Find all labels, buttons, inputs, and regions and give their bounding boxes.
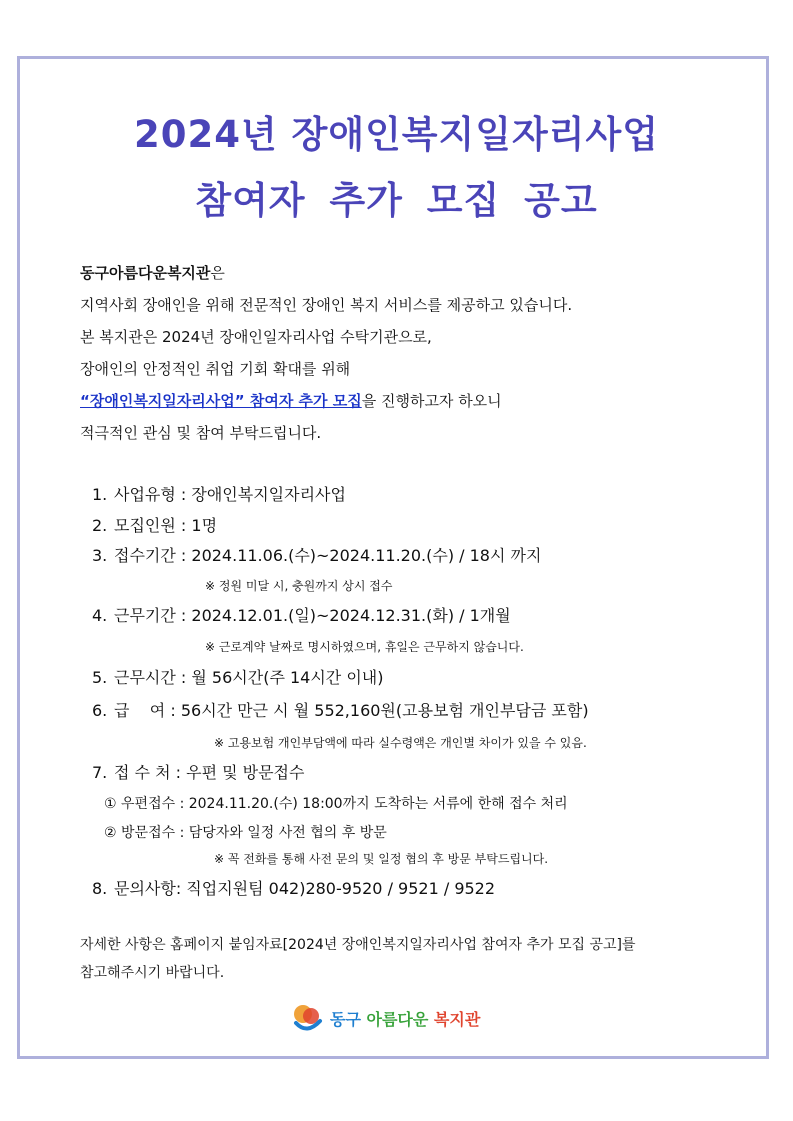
receipt-mail bbox=[104, 793, 568, 813]
item-value: : 2024.12.01.(일)~2024.12.31.(화) / 1개월 bbox=[175, 606, 511, 625]
receipt-mark: ① bbox=[104, 796, 117, 812]
item-value: : 장애인복지일자리사업 bbox=[175, 485, 346, 504]
item-inquiry bbox=[92, 876, 495, 899]
intro-line-5 bbox=[80, 390, 502, 411]
intro-line-2: 지역사회 장애인을 위해 전문적인 장애인 복지 서비스를 제공하고 있습니다. bbox=[80, 296, 573, 314]
intro-line-3: 본 복지관은 2024년 장애인일자리사업 수탁기관으로, bbox=[80, 328, 432, 346]
org-name: 동구아름다운복지관 bbox=[80, 264, 211, 282]
item-num: 7. bbox=[92, 763, 108, 782]
item-value: : 2024.11.06.(수)~2024.11.20.(수) / 18시 까지 bbox=[175, 546, 542, 565]
item-num: 3. bbox=[92, 546, 108, 565]
intro-line-4: 장애인의 안정적인 취업 기회 확대를 위해 bbox=[80, 360, 351, 378]
item-label: 모집인원 bbox=[114, 516, 176, 535]
item-value: : 우편 및 방문접수 bbox=[170, 763, 305, 782]
item-label: 근무기간 bbox=[114, 606, 176, 625]
item-num: 1. bbox=[92, 485, 108, 504]
recruitment-highlight-link[interactable]: “장애인복지일자리사업” 참여자 추가 모집 bbox=[80, 392, 362, 410]
item-value: : 1명 bbox=[175, 516, 218, 535]
receipt-label: 우편접수 bbox=[121, 796, 176, 812]
item-business-type bbox=[92, 482, 346, 505]
note-pay: ※ 고용보험 개인부담액에 따라 실수령액은 개인별 차이가 있을 수 있음. bbox=[214, 736, 587, 750]
item-label: 접수기간 bbox=[114, 546, 176, 565]
item-work-hours bbox=[92, 665, 384, 688]
item-application-period bbox=[92, 543, 541, 566]
logo-part-2: 아름다운 bbox=[366, 1009, 429, 1029]
org-suffix: 은 bbox=[210, 264, 225, 282]
item-recruit-count bbox=[92, 513, 217, 536]
item-label: 문의사항: bbox=[114, 879, 182, 898]
logo-part-3: 복지관 bbox=[433, 1009, 481, 1029]
item-work-period bbox=[92, 603, 511, 626]
note-recruit: ※ 정원 미달 시, 충원까지 상시 접수 bbox=[205, 579, 393, 593]
item-receipt-place bbox=[92, 760, 304, 783]
receipt-visit bbox=[104, 822, 387, 842]
logo-text bbox=[330, 1007, 480, 1030]
logo-emblem-icon bbox=[290, 1001, 324, 1035]
receipt-label: 방문접수 bbox=[121, 825, 176, 841]
item-salary bbox=[92, 698, 589, 721]
item-label: 사업유형 bbox=[114, 485, 176, 504]
item-label: 접 수 처 bbox=[114, 763, 171, 782]
intro-line-1 bbox=[80, 262, 225, 283]
receipt-value: : 2024.11.20.(수) 18:00까지 도착하는 서류에 한해 접수 처리 bbox=[175, 796, 568, 812]
item-value: : 월 56시간(주 14시간 이내) bbox=[175, 668, 384, 687]
footer-line-1: 자세한 사항은 홈페이지 붙임자료[2024년 장애인복지일자리사업 참여자 추가 모집 공고]를 bbox=[80, 937, 636, 953]
item-num: 2. bbox=[92, 516, 108, 535]
footer-line-2: 참고해주시기 바랍니다. bbox=[80, 965, 225, 981]
receipt-value: : 담당자와 일정 사전 협의 후 방문 bbox=[175, 825, 387, 841]
receipt-mark: ② bbox=[104, 825, 117, 841]
intro-line-5-rest: 을 진행하고자 하오니 bbox=[361, 392, 502, 410]
item-value: : 56시간 만근 시 월 552,160원(고용보험 개인부담금 포함) bbox=[165, 701, 589, 720]
item-value: 직업지원팀 042)280-9520 / 9521 / 9522 bbox=[181, 879, 496, 898]
item-label: 근무시간 bbox=[114, 668, 176, 687]
item-label: 급 여 bbox=[114, 701, 166, 720]
intro-line-6: 적극적인 관심 및 참여 부탁드립니다. bbox=[80, 424, 322, 442]
welfare-center-logo bbox=[290, 998, 480, 1038]
title-line-2: 참여자 추가 모집 공고 bbox=[195, 179, 598, 222]
item-num: 4. bbox=[92, 606, 108, 625]
logo-part-1: 동구 bbox=[330, 1009, 361, 1029]
item-num: 8. bbox=[92, 879, 108, 898]
note-work: ※ 근로계약 날짜로 명시하였으며, 휴일은 근무하지 않습니다. bbox=[205, 640, 524, 654]
note-visit: ※ 꼭 전화를 통해 사전 문의 및 일정 협의 후 방문 부탁드립니다. bbox=[214, 852, 549, 866]
item-num: 5. bbox=[92, 668, 108, 687]
item-num: 6. bbox=[92, 701, 108, 720]
title-line-1: 2024년 장애인복지일자리사업 bbox=[133, 113, 660, 156]
